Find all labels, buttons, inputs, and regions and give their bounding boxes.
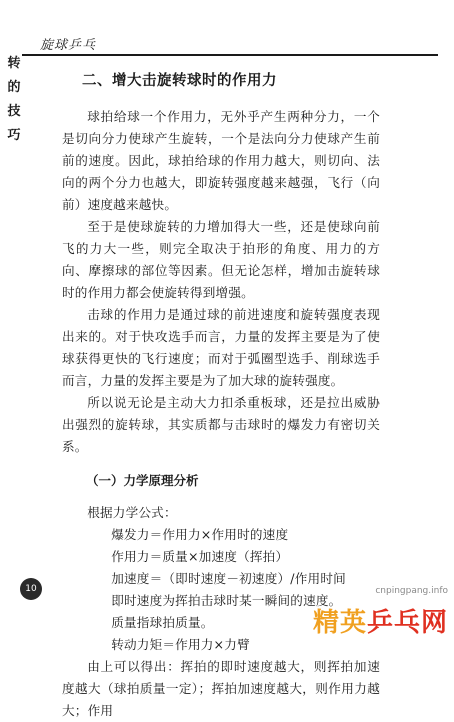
watermark-url: cnpingpang.info: [375, 586, 448, 596]
formula-line: 爆发力＝作用力×作用时的速度: [111, 527, 289, 542]
watermark-logo-part: 精英: [312, 608, 367, 638]
conclusion-paragraph: 由上可以得出：挥拍的即时速度越大，则挥拍加速度越大（球拍质量一定）；挥拍加速度越大，则作用力越大；作用: [62, 659, 380, 718]
formula-line: 即时速度为挥拍击球时某一瞬间的速度。: [111, 593, 342, 608]
watermark-logo: [313, 602, 448, 636]
vertical-tab-char: 技: [7, 104, 21, 119]
paragraph: 至于是使球旋转的力增加得大一些，还是使球向前飞的力大一些，则完全取决于拍形的角度、用力的方向、摩擦球的部位等因素。但无论怎样，增加击旋转球时的作用力都会使旋转得到增强。: [62, 219, 380, 300]
formula-line: 加速度＝（即时速度－初速度）/作用时间: [111, 571, 346, 586]
subheading: （一）力学原理分析: [86, 473, 199, 488]
section-title: 二、增大击旋转球时的作用力: [82, 73, 277, 89]
formula-intro: 根据力学公式：: [87, 505, 177, 520]
formula-line: 作用力＝质量×加速度（挥拍）: [111, 549, 289, 564]
formula-line: 转动力矩＝作用力×力臂: [111, 637, 250, 652]
vertical-chapter-tab: [4, 52, 24, 148]
paragraph: 击球的作用力是通过球的前进速度和旋转强度表现出来的。对于快攻选手而言，力量的发挥主要是为了使球获得更快的飞行速度；而对于弧圈型选手、削球选手而言，力量的发挥主要是为了加大球的旋转强度。: [62, 307, 380, 388]
page-header: [18, 30, 438, 56]
vertical-tab-char: 的: [7, 80, 21, 95]
watermark-logo-part: 乒乓网: [366, 608, 448, 638]
vertical-tab-char: 转: [7, 56, 21, 71]
header-rule: [22, 54, 438, 56]
page-number: 10: [20, 578, 42, 600]
paragraph: 球拍给球一个作用力，无外乎产生两种分力，一个是切向分力使球产生旋转，一个是法向分力使球产生前前的速度。因此，球拍给球的作用力越大，则切向、法向的两个分力也越大，即旋转强度越来越强，飞行（向前）速度越来越快。: [62, 109, 380, 212]
paragraph: 所以说无论是主动大力扣杀重板球，还是拉出威胁出强烈的旋转球，其实质都与击球时的爆发力有密切关系。: [62, 395, 380, 454]
formula-line: 质量指球拍质量。: [111, 615, 214, 630]
vertical-tab-char: 巧: [7, 128, 21, 143]
running-header-title: 旋球乒乓: [40, 38, 97, 53]
